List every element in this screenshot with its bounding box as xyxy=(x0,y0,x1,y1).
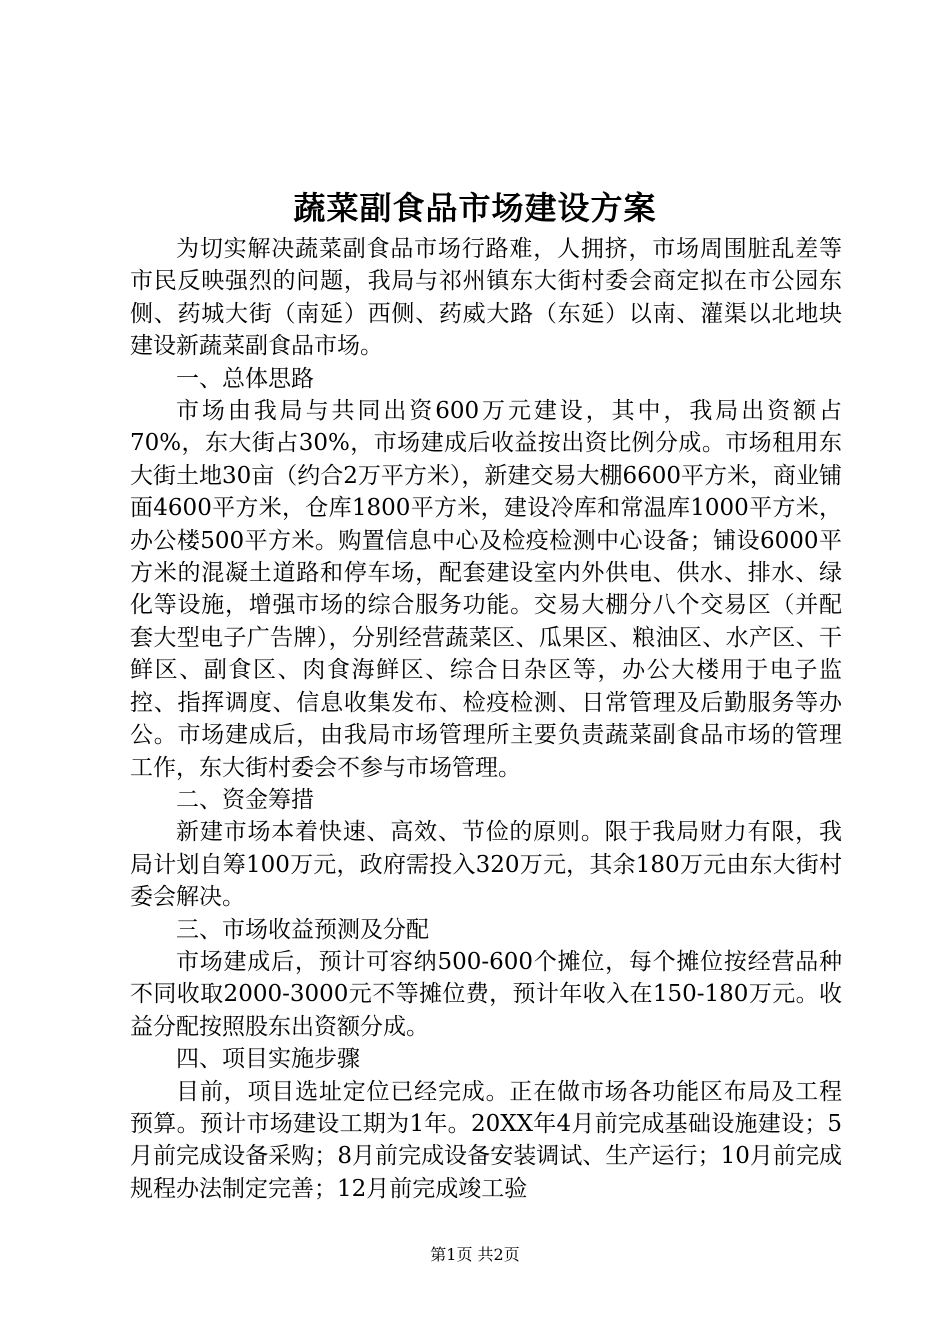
section-heading-overall-idea: 一、总体思路 xyxy=(176,365,314,392)
page-footer: 第1页 共2页 xyxy=(430,1245,520,1264)
section-text-revenue: 市场建成后，预计可容纳500-600个摊位，每个摊位按经营品种不同收取2000-3000元不等摊位费，预计年收入在150-180万元。收益分配按照股东出资额分成。 xyxy=(130,948,842,1040)
intro-paragraph: 为切实解决蔬菜副食品市场行路难，人拥挤，市场周围脏乱差等市民反映强烈的问题，我局与祁州镇东大街村委会商定拟在市公园东侧、药城大街（南延）西侧、药威大路（东延）以南、灌渠以北地块建设新蔬菜副食品市场。 xyxy=(130,236,842,360)
section-text-implementation: 目前，项目选址定位已经完成。正在做市场各功能区布局及工程预算。预计市场建设工期为1年。20XX年4月前完成基础设施建设；5月前完成设备采购；8月前完成设备安装调试、生产运行；10月前完成规程办法制定完善；12月前完成竣工验 xyxy=(130,1078,842,1202)
section-text-funding: 新建市场本着快速、高效、节俭的原则。限于我局财力有限，我局计划自筹100万元，政府需投入320万元，其余180万元由东大街村委会解决。 xyxy=(130,819,842,911)
section-heading-revenue: 三、市场收益预测及分配 xyxy=(176,916,429,943)
section-text-overall-idea: 市场由我局与共同出资600万元建设，其中，我局出资额占70%，东大街占30%，市场建成后收益按出资比例分成。市场租用东大街土地30亩（约合2万平方米），新建交易大棚6600平方米，商业铺面4600平方米，仓库1800平方米，建设冷库和常温库1000平方米，办公楼500平方米。购置信息中心及检疫检测中心设备；铺设6000平方米的混凝土道路和停车场，配套建设室内外供电、供水、排水、绿化等设施，增强市场的综合服务功能。交易大棚分八个交易区（并配套大型电子广告牌），分别经营蔬菜区、瓜果区、粮油区、水产区、干鲜区、副食区、肉食海鲜区、综合日杂区等，办公大楼用于电子监控、指挥调度、信息收集发布、检疫检测、日常管理及后勤服务等办公。市场建成后，由我局市场管理所主要负责蔬菜副食品市场的管理工作，东大街村委会不参与市场管理。 xyxy=(130,398,842,781)
section-heading-funding: 二、资金筹措 xyxy=(176,786,314,813)
document-title: 蔬菜副食品市场建设方案 xyxy=(293,189,657,227)
section-heading-implementation: 四、项目实施步骤 xyxy=(176,1046,360,1073)
document-body xyxy=(130,233,842,1205)
